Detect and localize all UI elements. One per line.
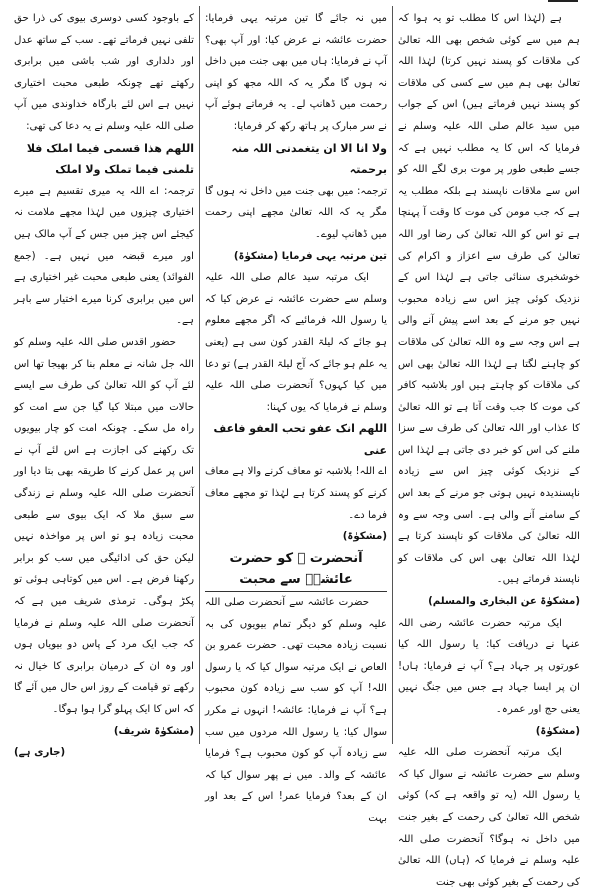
paragraph: حضور اقدس صلی اللہ علیہ وسلم کو اللہ جل شانہ نے معلم بنا کر بھیجا تھا اس لئے آپ کو اللہ تعالیٰ کی طرف سے ایسے حالات میں مبتلا کیا گیا جن سے امت کو راہ مل سکے۔ چونکہ امت کو چار بیویوں تک رکھنے کی اجازت ہے اس لئے آپ نے اس پر عمل کرنے کا طریقہ بھی بتا دیا اور آنحضرت صلی اللہ علیہ وسلم نے زندگی سے سبق ملا کہ ایک بیوی سے طبعی محبت زیادہ ہو تو اس پر مواخذہ نہیں لیکن حق کی ادائیگی میں سب کو برابر رکھنا فرض ہے۔ اس میں کوتاہی ہوئی تو پکڑ ہوگی۔ ترمذی شریف میں ہے کہ آنحضرت صلی اللہ علیہ وسلم نے فرمایا کہ جب ایک مرد کے پاس دو بیویاں ہوں اور وہ ان کے درمیان برابری کا خیال نہ رکھے تو قیامت کے روز اس حال میں آئے گا کہ اس کا ایک پہلو گرا ہوا ہوگا۔ [14,336,194,715]
paragraph: کے باوجود کسی دوسری بیوی کی ذرا حق تلفی نہیں فرماتے تھے۔ سب کے ساتھ عدل اور دلداری اور شب باشی میں برابری رکھتے تھے چونکہ طبعی محبت اختیاری نہیں ہے اس لئے بارگاہ خداوندی میں آپ صلی اللہ علیہ وسلم نے یہ دعا کی تھی: [14,13,194,132]
reference: (مشکوٰۃ) [342,531,387,543]
paragraph: ایک مرتبہ آنحضرت صلی اللہ علیہ وسلم سے حضرت عائشہ نے سوال کیا کہ یا رسول اللہ (یہ تو واقعہ ہے کہ) کوئی شخص اللہ تعالیٰ کی رحمت کے بغیر جنت میں داخل نہ ہوگا؟ آنحضرت صلی اللہ علیہ وسلم نے فرمایا کہ (ہاں) اللہ تعالیٰ کی رحمت کے بغیر کوئی بھی جنت [398,747,580,888]
reference: (مشکوٰۃ شریف) [113,725,194,737]
paragraph: ہے (لہٰذا اس کا مطلب تو یہ ہوا کہ ہم میں سے کوئی شخص بھی اللہ تعالیٰ کی ملاقات کو پسند نہیں کرتا) لہٰذا اللہ تعالیٰ بھی ہم میں سے کسی کی ملاقات کو پسند نہیں فرماتے ہیں) اس کے جواب میں سید عالم صلی اللہ علیہ وسلم نے فرمایا کہ اس کا یہ مطلب نہیں ہے کہ جسے طبعی طور پر موت بری لگے اللہ کو اس سے ملاقات ناپسند ہے بلکہ مطلب یہ ہے کہ جب مومن کی موت کا وقت آ پہنچا ہے تو اس کو اللہ تعالیٰ کی رضا اور اللہ تعالیٰ کی طرف سے اعزاز و اکرام کی خوشخبری سنائی جاتی ہے لہٰذا اس کے نزدیک کوئی چیز اس سے زیادہ محبوب نہیں جو مرنے کے بعد اسے پیش آنے والی ہے اس وجہ سے وہ اللہ تعالیٰ کی ملاقات کو چاہنے لگتا ہے لہٰذا اللہ تعالیٰ بھی اس کی ملاقات کو چاہتے ہیں اور بلاشبہ کافر کی موت کا جب وقت آتا ہے تو اللہ تعالیٰ کا عذاب اور اللہ تعالیٰ کی طرف سے سزا ملنے کی اس کو خبر دی جاتی ہے لہٰذا اس کے نزدیک کوئی چیز اس سے زیادہ ناپسندیدہ نہیں ہوتی جو مرنے کے بعد اس کے سامنے آنے والی ہے۔ اسی وجہ سے وہ اللہ تعالیٰ کی ملاقات کو ناپسند کرتا ہے لہٰذا اللہ تعالیٰ بھی اس کی ملاقات کو ناپسند فرماتے ہیں۔ [398,13,580,586]
arabic-supplication: اللھم ھذا قسمی فیما املک فلا تلمنی فیما تملک ولا املک [26,141,194,177]
top-rule [548,0,578,2]
paragraph: ایک مرتبہ سید عالم صلی اللہ علیہ وسلم سے حضرت عائشہ نے عرض کیا کہ یا رسول اللہ فرمائیے کہ اگر مجھے معلوم ہو جائے کہ لیلۃ القدر کون سی ہے (یعنی یہ علم ہو جائے کہ آج لیلۃ القدر ہے) تو دعا میں کیا کہوں؟ آنحضرت صلی اللہ علیہ وسلم نے فرمایا کہ یوں کہنا: [205,272,387,413]
arabic-supplication: اللھم انک عفو تحب العفو فاعف عنی [213,422,387,457]
reference: (مشکوٰۃ عن البخاری والمسلم) [428,596,580,608]
column-divider [199,6,200,744]
translation: ترجمہ: میں بھی جنت میں داخل نہ ہوں گا مگر یہ کہ اللہ تعالیٰ مجھے اپنی رحمت میں ڈھانپ لیوے۔ [205,185,387,240]
paragraph: میں نہ جائے گا تین مرتبہ یہی فرمایا: حضرت عائشہ نے عرض کیا: اور آپ بھی؟ آپ نے فرمایا: ہاں میں بھی جنت میں داخل نہ ہوں گا مگر یہ کہ اللہ مجھ کو اپنی رحمت میں ڈھانپ لے۔ یہ فرماتے ہوئے آپ نے سر مبارک پر ہاتھ رکھ کر فرمایا: [205,13,387,132]
paragraph: ایک مرتبہ حضرت عائشہ رضی اللہ عنہا نے دریافت کیا: یا رسول اللہ کیا عورتوں پر جہاد ہے؟ آپ نے فرمایا: ہاں! ان پر ایسا جہاد ہے جس میں جنگ نہیں یعنی حج اور عمرہ۔ [398,617,580,715]
arabic-supplication: ولا انا الا ان یتغمدنی اللہ منہ برحمتہ [231,141,387,177]
paragraph: حضرت عائشہ سے آنحضرت صلی اللہ علیہ وسلم کو دیگر تمام بیویوں کی بہ نسبت زیادہ محبت تھی۔ حضرت عمرو بن العاص نے ایک مرتبہ سوال کیا کہ یا رسول اللہ! آپ کو سب سے زیادہ کون محبوب ہے؟ آپ نے فرمایا: عائشہ! انہوں نے مکرر سوال کیا: یا رسول اللہ مردوں میں سب سے زیادہ آپ کو کون محبوب ہے؟ فرمایا عائشہ کے والد۔ میں نے پھر سوال کیا کہ ان کے بعد؟ فرمایا عمر! اس کے بعد اور بہت [205,597,387,824]
section-heading: آنحضرت ﷺ کو حضرت عائشہؓ سے محبت [205,548,387,592]
column-divider [392,6,393,744]
reference: (مشکوٰۃ) [535,725,580,737]
column-middle [205,8,387,824]
reference: تین مرتبہ یہی فرمایا (مشکوٰۃ) [233,250,387,262]
column-right [398,8,580,888]
column-left [14,8,194,759]
continued-note: (جاری ہے) [14,747,66,759]
translation: ترجمہ: اے اللہ یہ میری تقسیم ہے میرے اختیاری چیزوں میں لہٰذا مجھے ملامت نہ کیجئے اس چیز میں جس کے آپ مالک ہیں اور میرے قبضہ میں نہیں ہے۔ (جمع الفوائد) یعنی طبعی محبت غیر اختیاری ہے اس میں برابری کرنا میرے اختیار سے باہر ہے۔ [14,185,194,327]
translation: اے اللہ! بلاشبہ تو معاف کرنے والا ہے معاف کرنے کو پسند کرتا ہے لہٰذا تو مجھے معاف فرما دے۔ [205,466,387,521]
